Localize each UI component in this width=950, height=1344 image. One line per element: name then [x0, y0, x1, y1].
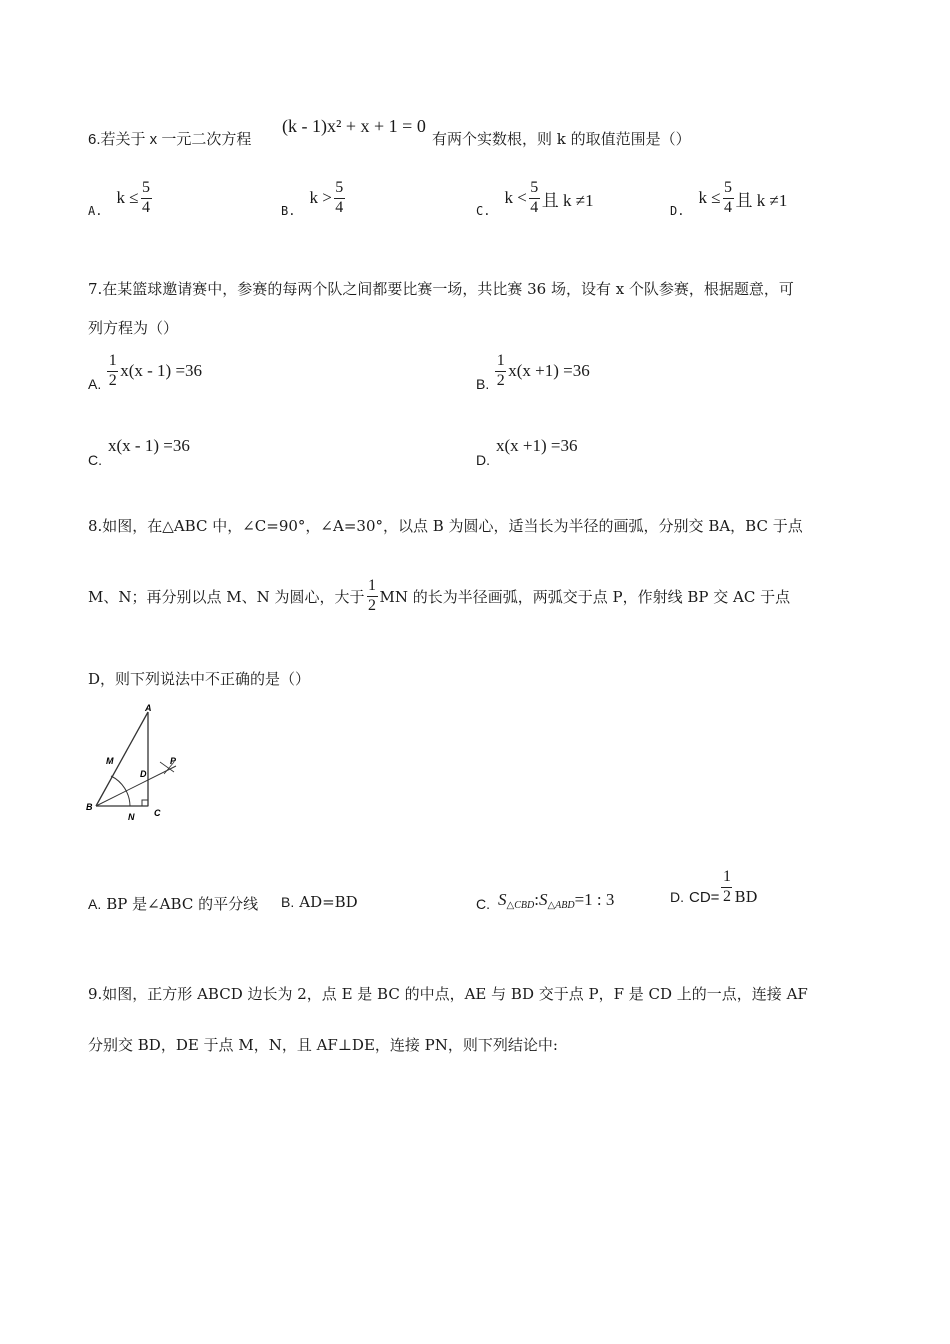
- option-label: D.: [670, 889, 684, 905]
- q8-line2: [88, 578, 790, 615]
- option-label: A.: [88, 895, 102, 912]
- area-sub2: △ABD: [547, 899, 575, 911]
- q8-option-d: [670, 868, 758, 906]
- triangle-figure: [84, 700, 194, 824]
- label-b: B: [86, 802, 93, 812]
- q8-option-b: [281, 893, 358, 911]
- label-p: P: [170, 756, 177, 766]
- area-s1: S: [498, 890, 507, 909]
- label-d: D: [140, 769, 147, 779]
- q7-line1: 7.在某篮球邀请赛中，参赛的每两个队之间都要比赛一场，共比赛 36 场，设有 x 个队参赛，根据题意，可: [88, 280, 794, 298]
- option-label: C.: [476, 896, 490, 912]
- q7-option-d: [476, 436, 578, 468]
- fraction: $\frac{1}{2}$: [496, 351, 505, 389]
- option-tail: 且 k ≠1: [735, 190, 788, 210]
- ray-bp: [96, 766, 176, 806]
- option-label: C.: [88, 452, 102, 468]
- right-angle-mark: [142, 800, 148, 806]
- q6-equation: (k - 1)x² + x + 1 = 0: [282, 116, 426, 136]
- option-label: B.: [281, 894, 295, 910]
- q8-option-c: [476, 888, 614, 912]
- option-label: D.: [476, 452, 490, 468]
- area-tail: =1 : 3: [574, 890, 615, 909]
- option-expr: x(x - 1) =36: [108, 436, 190, 455]
- option-post: BD: [734, 888, 758, 906]
- q7-line2: 列方程为（）: [88, 319, 179, 337]
- fraction: $\frac{5}{4}$: [335, 178, 344, 216]
- fraction: $\frac{1}{2}$: [722, 867, 731, 905]
- option-expr: x(x +1) =36: [496, 436, 578, 455]
- fraction: $\frac{1}{2}$: [108, 351, 117, 389]
- q6-option-d: [670, 178, 787, 218]
- option-label: B.: [281, 204, 296, 218]
- area-sub1: △CBD: [506, 899, 535, 911]
- option-label: C.: [476, 204, 491, 218]
- option-text: AD=BD: [299, 893, 358, 911]
- fraction: $\frac{5}{4}$: [142, 178, 151, 216]
- q8-line2-post: MN 的长为半径画弧，两弧交于点 P，作射线 BP 交 AC 于点: [379, 587, 791, 606]
- fraction: $\frac{5}{4}$: [724, 178, 733, 216]
- option-expr: x(x +1) =36: [508, 361, 590, 380]
- q6-stem: [88, 128, 251, 149]
- option-pre: CD=: [689, 888, 720, 906]
- q8-line1: 8.如图，在△ABC 中，∠C=90°，∠A=30°，以点 B 为圆心，适当长为半径的画弧，分别交 BA，BC 于点: [88, 517, 803, 535]
- option-label: D.: [670, 204, 685, 218]
- label-a: A: [145, 703, 152, 713]
- label-m: M: [106, 756, 114, 766]
- area-s2: S: [538, 890, 548, 909]
- arc-mn: [111, 776, 130, 806]
- option-text: BP 是∠ABC 的平分线: [106, 895, 259, 913]
- option-lhs: k ≤: [698, 188, 721, 207]
- area-colon: :: [534, 890, 539, 909]
- q7-option-a: [88, 350, 202, 392]
- q9-line2: 分别交 BD，DE 于点 M，N，且 AF⊥DE，连接 PN，则下列结论中:: [88, 1036, 558, 1054]
- q8-line3: D，则下列说法中不正确的是（）: [88, 670, 311, 688]
- option-expr: x(x - 1) =36: [120, 361, 203, 380]
- q7-option-c: [88, 436, 190, 468]
- q6-option-b: [281, 178, 347, 218]
- option-label: A.: [88, 204, 103, 218]
- option-lhs: k <: [504, 188, 527, 207]
- q8-line2-pre: M、N；再分别以点 M、N 为圆心，大于: [88, 587, 365, 606]
- fraction: $\frac{1}{2}$: [368, 577, 377, 614]
- label-c: C: [154, 808, 161, 818]
- q6-option-a: [88, 178, 154, 218]
- q6-stem-prefix: 6.若关于 x 一元二次方程: [88, 131, 252, 148]
- q8-option-a: [88, 893, 258, 914]
- option-label: A.: [88, 376, 102, 392]
- q6-option-c: [476, 178, 594, 218]
- label-n: N: [128, 812, 135, 822]
- option-lhs: k >: [309, 188, 332, 207]
- fraction: $\frac{5}{4}$: [530, 178, 539, 216]
- side-ab: [96, 712, 148, 806]
- option-lhs: k ≤: [116, 188, 139, 207]
- option-label: B.: [476, 376, 490, 392]
- q9-line1: 9.如图，正方形 ABCD 边长为 2，点 E 是 BC 的中点，AE 与 BD 交于点 P，F 是 CD 上的一点，连接 AF: [88, 985, 808, 1003]
- q7-option-b: [476, 350, 590, 392]
- option-tail: 且 k ≠1: [541, 190, 594, 210]
- q6-stem-suffix: 有两个实数根，则 k 的取值范围是（）: [432, 130, 691, 148]
